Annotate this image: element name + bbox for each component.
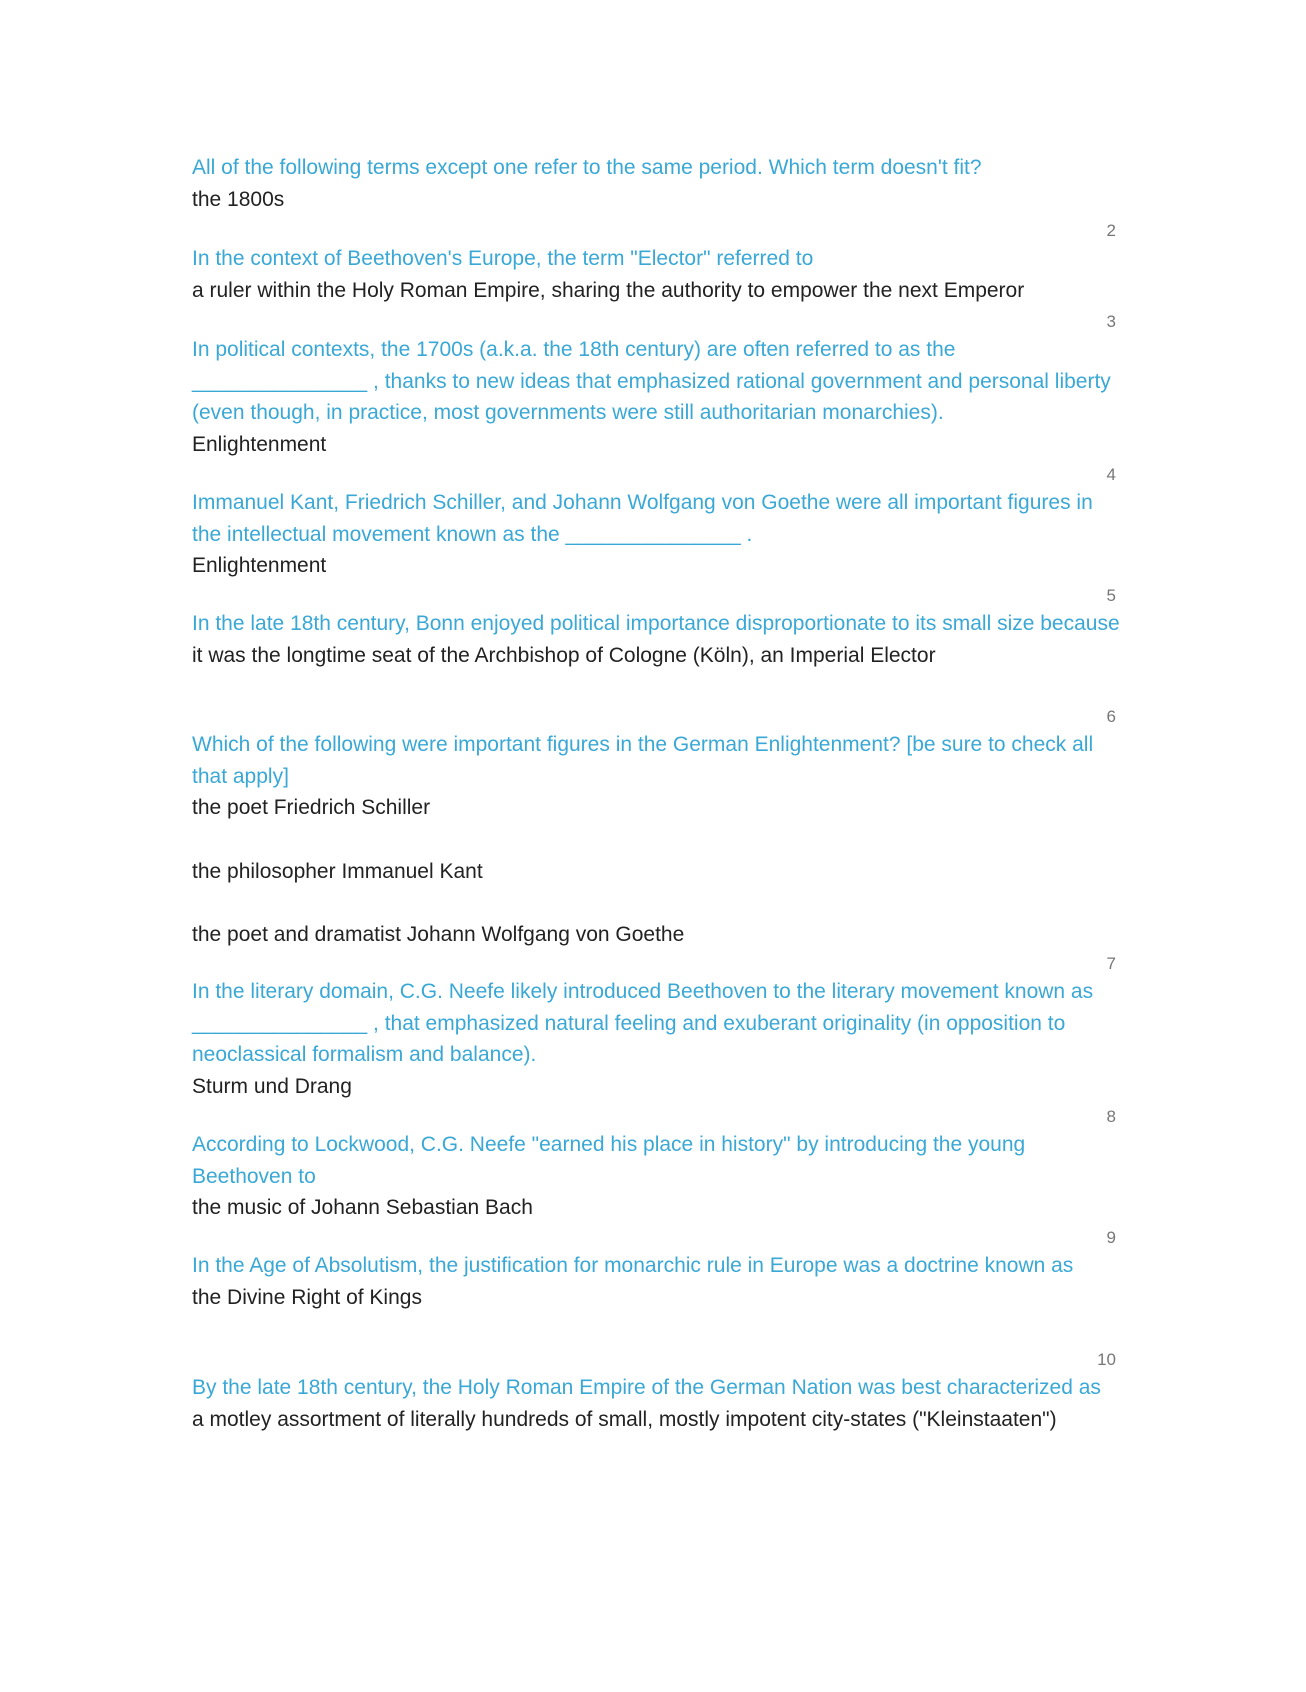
item-number: 3 [1106, 312, 1116, 331]
question-text: By the late 18th century, the Holy Roman Empire of the German Nation was best characterized as [192, 1376, 1101, 1399]
question-text: According to Lockwood, C.G. Neefe "earned his place in history" by introducing the young Beethoven to [192, 1133, 1026, 1188]
question-text: Immanuel Kant, Friedrich Schiller, and Johann Wolfgang von Goethe were all important figures in the intellectual movement known as the _______________ . [192, 491, 1093, 546]
flashcard-item-3 [192, 334, 1122, 460]
item-number: 7 [1106, 954, 1116, 973]
item-number: 9 [1106, 1228, 1116, 1247]
flashcard-item-5 [192, 608, 1122, 671]
item-number: 2 [1106, 221, 1116, 240]
item-number: 4 [1106, 465, 1116, 484]
answer-text: Enlightenment [192, 432, 327, 456]
answer-text: it was the longtime seat of the Archbishop of Cologne (Köln), an Imperial Elector [192, 643, 936, 667]
answer-text: the Divine Right of Kings [192, 1285, 422, 1309]
answer-text: a motley assortment of literally hundreds of small, mostly impotent city-states ("Kleinstaaten") [192, 1407, 1057, 1431]
question-text: In the context of Beethoven's Europe, the term "Elector" referred to [192, 247, 814, 270]
answer-text: a ruler within the Holy Roman Empire, sharing the authority to empower the next Emperor [192, 278, 1025, 302]
answer-text: the poet and dramatist Johann Wolfgang von Goethe [192, 923, 685, 946]
answer-text: the 1800s [192, 187, 285, 211]
flashcard-item-1 [192, 152, 1122, 215]
flashcard-item-4 [192, 487, 1122, 582]
answer-text: Enlightenment [192, 554, 327, 577]
flashcard-item-6 [192, 729, 1122, 951]
flashcard-item-8 [192, 1129, 1122, 1224]
flashcard-item-9 [192, 1250, 1122, 1313]
answer-text: the poet Friedrich Schiller [192, 796, 431, 819]
question-text: Which of the following were important figures in the German Enlightenment? [be sure to check all that apply] [192, 733, 1094, 788]
item-number: 6 [1106, 707, 1116, 726]
question-text: All of the following terms except one refer to the same period. Which term doesn't fit? [192, 156, 982, 179]
item-number: 10 [1097, 1350, 1116, 1369]
question-text: In the late 18th century, Bonn enjoyed political importance disproportionate to its small size because [192, 612, 1120, 635]
question-text: In the Age of Absolutism, the justification for monarchic rule in Europe was a doctrine known as [192, 1254, 1074, 1277]
question-text: In political contexts, the 1700s (a.k.a. the 18th century) are often referred to as the _______________ , thanks to new ideas that emphasized rational government and personal liberty (even though, in practice, most governments were still authoritarian monarchies). [192, 338, 1111, 424]
answer-text: the music of Johann Sebastian Bach [192, 1196, 533, 1219]
flashcard-item-2 [192, 243, 1122, 306]
question-text: In the literary domain, C.G. Neefe likely introduced Beethoven to the literary movement known as _______________ , that emphasized natural feeling and exuberant originality (in opposition to neoclassical formalism and balance). [192, 980, 1094, 1066]
flashcard-item-10 [192, 1372, 1122, 1435]
flashcard-item-7 [192, 976, 1122, 1102]
item-number: 8 [1106, 1107, 1116, 1126]
answer-text: Sturm und Drang [192, 1074, 352, 1098]
answer-text: the philosopher Immanuel Kant [192, 859, 483, 883]
item-number: 5 [1106, 586, 1116, 605]
